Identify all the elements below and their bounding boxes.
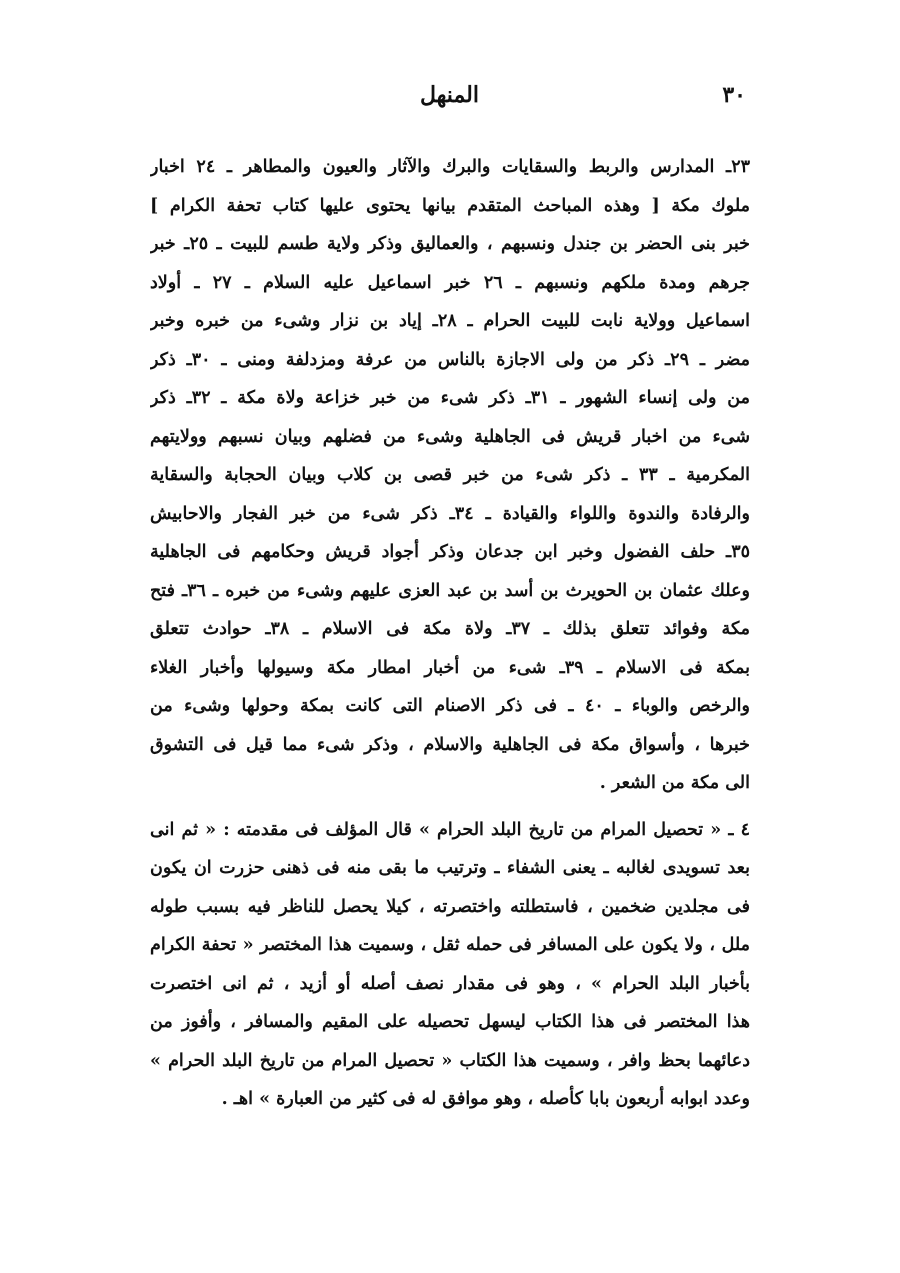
text-line: ٣٥ـ حلف الفضول وخبر ابن جدعان وذكر أجواد قريش وحكامهم فى الجاهلية [150, 542, 750, 562]
text-line: من ولى إنساء الشهور ـ ٣١ـ ذكر شىء من خبر خزاعة ولاة مكة ـ ٣٢ـ ذكر [150, 388, 750, 408]
text-line: مضر ـ ٢٩ـ ذكر من ولى الاجازة بالناس من عرفة ومزدلفة ومنى ـ ٣٠ـ ذكر [150, 349, 750, 370]
page-number: ٣٠ [722, 82, 746, 108]
text-line: بأخبار البلد الحرام » ، وهو فى مقدار نصف أصله أو أزيد ، ثم انى اختصرت [150, 973, 750, 994]
text-line: والرخص والوباء ـ ٤٠ ـ فى ذكر الاصنام التى كانت بمكة وحولها وشىء من [150, 696, 750, 716]
text-line: وعلك عثمان بن الحويرث بن أسد بن عبد العزى عليهم وشىء من خبره ـ ٣٦ـ فتح [150, 580, 750, 601]
text-line: بعد تسويدى لغالبه ـ يعنى الشفاء ـ وترتيب ما بقى منه فى ذهنى حزرت ان يكون [150, 858, 750, 878]
paragraph-tahsil-al-maram [150, 811, 750, 1119]
text-line: ٢٣ـ المدارس والربط والسقايات والبرك والآثار والعيون والمطاهر ـ ٢٤ اخبار [150, 157, 750, 177]
text-line: ٤ ـ « تحصيل المرام من تاريخ البلد الحرام » قال المؤلف فى مقدمته : « ثم انى [150, 819, 750, 840]
paragraph-gap [150, 803, 750, 811]
paragraph-contents-list [150, 148, 750, 803]
text-line: وعدد ابوابه أربعون بابا كأصله ، وهو موافق له فى كثير من العبارة » اهـ . [221, 1089, 750, 1109]
text-line: اسماعيل وولاية نابت للبيت الحرام ـ ٢٨ـ إياد بن نزار وشىء من خبره وخبر [150, 311, 750, 331]
text-line: فى مجلدين ضخمين ، فاستطلته واختصرته ، كيلا يحصل للناظر فيه بسبب طوله [150, 896, 750, 917]
text-line: بمكة فى الاسلام ـ ٣٩ـ شىء من أخبار امطار مكة وسيولها وأخبار الغلاء [150, 657, 750, 678]
text-line: دعائهما بحظ وافر ، وسميت هذا الكتاب « تحصيل المرام من تاريخ البلد الحرام » [150, 1050, 750, 1071]
text-line: مكة وفوائد تتعلق بذلك ـ ٣٧ـ ولاة مكة فى الاسلام ـ ٣٨ـ حوادث تتعلق [150, 619, 750, 639]
text-line: المكرمية ـ ٣٣ ـ ذكر شىء من خبر قصى بن كلاب وبيان الحجابة والسقاية [150, 465, 750, 485]
text-line: ملل ، ولا يكون على المسافر فى حمله ثقل ، وسميت هذا المختصر « تحفة الكرام [150, 935, 750, 955]
text-line: خبر بنى الحضر بن جندل ونسبهم ، والعماليق وذكر ولاية طسم للبيت ـ ٢٥ـ خبر [150, 234, 750, 254]
text-line: والرفادة والندوة واللواء والقيادة ـ ٣٤ـ ذكر شىء من خبر الفجار والاحابيش [150, 503, 750, 524]
page-header [150, 82, 750, 122]
running-title: المنهل [420, 82, 479, 108]
text-line: خبرها ، وأسواق مكة فى الجاهلية والاسلام ، وذكر شىء مما قيل فى التشوق [150, 734, 750, 755]
text-line: شىء من اخبار قريش فى الجاهلية وشىء من فضلهم وبيان نسبهم وولايتهم [150, 426, 750, 447]
text-line: الى مكة من الشعر . [599, 773, 750, 793]
text-line: هذا المختصر فى هذا الكتاب ليسهل تحصيله على المقيم والمسافر ، وأفوز من [150, 1012, 750, 1032]
text-line: جرهم ومدة ملكهم ونسبهم ـ ٢٦ خبر اسماعيل عليه السلام ـ ٢٧ ـ أولاد [150, 272, 750, 293]
text-line: ملوك مكة [ وهذه المباحث المتقدم بيانها يحتوى عليها كتاب تحفة الكرام ] [150, 195, 750, 216]
body-text [150, 148, 750, 1119]
